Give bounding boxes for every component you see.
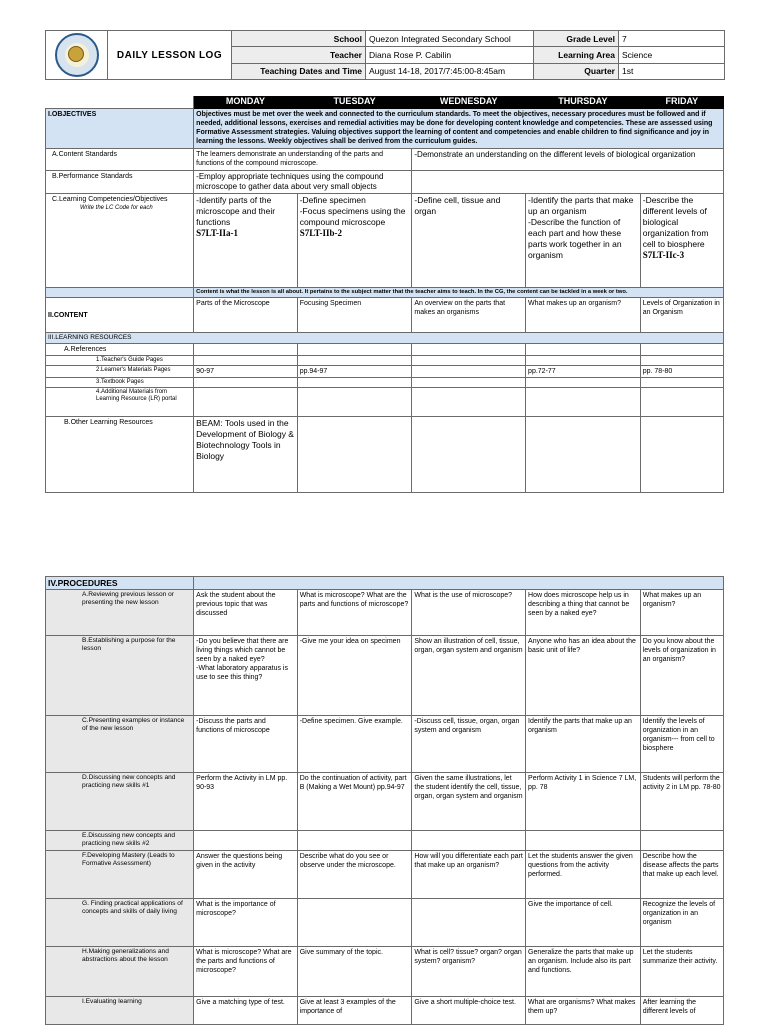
dates-label: Teaching Dates and Time <box>232 63 366 79</box>
procedure-i-monday: Give a matching type of test. <box>194 997 298 1025</box>
procedure-b-wednesday: Show an illustration of cell, tissue, organ, organ system and organism <box>412 636 526 716</box>
procedure-f-thursday: Let the students answer the given questions from the activity performed. <box>526 851 641 899</box>
lm-thursday: pp.72-77 <box>526 366 641 378</box>
page-title: DAILY LESSON LOG <box>108 31 232 80</box>
procedure-i-thursday: What are organisms? What makes them up? <box>526 997 641 1025</box>
lm-tuesday: pp.94-97 <box>297 366 412 378</box>
header-table <box>45 30 725 80</box>
procedure-a-friday: What makes up an organism? <box>640 590 723 636</box>
procedure-i-tuesday: Give at least 3 examples of the importance of <box>297 997 412 1025</box>
procedures-table <box>45 576 724 1025</box>
procedure-c-wednesday: -Discuss cell, tissue, organ, organ system and organism <box>412 716 526 773</box>
procedure-d-friday: Students will perform the activity 2 in LM pp. 78-80 <box>640 773 723 831</box>
procedure-d-tuesday: Do the continuation of activity, part B (Making a Wet Mount) pp.94-97 <box>297 773 412 831</box>
performance-standards-label: B.Performance Standards <box>46 171 194 194</box>
quarter-label: Quarter <box>534 63 619 79</box>
procedure-c-tuesday: -Define specimen. Give example. <box>297 716 412 773</box>
procedure-f-tuesday: Describe what do you see or observe under the microscope. <box>297 851 412 899</box>
additional-materials-label: 4.Additional Materials from Learning Resource (LR) portal <box>46 388 194 417</box>
other-resources-label: B.Other Learning Resources <box>46 417 194 493</box>
procedure-b-tuesday: -Give me your idea on specimen <box>297 636 412 716</box>
day-thursday: THURSDAY <box>526 97 641 109</box>
teacher-label: Teacher <box>232 47 366 63</box>
procedures-label: IV.PROCEDURES <box>46 577 194 590</box>
procedure-label-h: H.Making generalizations and abstractions about the lesson <box>46 947 194 997</box>
seal-icon <box>55 33 99 77</box>
day-monday: MONDAY <box>194 97 298 109</box>
procedure-label-d: D.Discussing new concepts and practicing new skills #1 <box>46 773 194 831</box>
procedure-h-thursday: Generalize the parts that make up an organism. Include also its part and functions. <box>526 947 641 997</box>
performance-standards-value: -Employ appropriate techniques using the compound microscope to gather data about very small objects <box>194 171 412 194</box>
competency-monday: -Identify parts of the microscope and their functions S7LT-IIa-1 <box>194 194 298 288</box>
procedure-d-thursday: Perform Activity 1 in Science 7 LM, pp. 78 <box>526 773 641 831</box>
competency-friday: -Describe the different levels of biological organization from cell to biosphere S7LT-IIc-3 <box>640 194 723 288</box>
procedure-f-wednesday: How will you differentiate each part that make up an organism? <box>412 851 526 899</box>
competency-tuesday: -Define specimen -Focus specimens using the compound microscope S7LT-IIb-2 <box>297 194 412 288</box>
procedure-b-friday: Do you know about the levels of organization in an organism? <box>640 636 723 716</box>
lc-code-tuesday: S7LT-IIb-2 <box>299 228 343 238</box>
competency-thursday: -Identify the parts that make up an organism -Describe the function of each part and how these parts work together in an organism <box>526 194 641 288</box>
learning-resources-label: III.LEARNING RESOURCES <box>46 333 724 344</box>
content-standards-label: A.Content Standards <box>46 149 194 171</box>
lc-code-monday: S7LT-IIa-1 <box>196 228 239 238</box>
content-friday: Levels of Organization in an Organism <box>640 298 723 333</box>
competencies-note: Write the LC Code for each <box>80 205 153 211</box>
dates-value: August 14-18, 2017/7:45:00-8:45am <box>366 63 534 79</box>
competency-wednesday: -Define cell, tissue and organ <box>412 194 526 288</box>
content-tuesday: Focusing Specimen <box>297 298 412 333</box>
procedure-d-monday: Perform the Activity in LM pp. 90-93 <box>194 773 298 831</box>
procedure-g-friday: Recognize the levels of organization in an organism <box>640 899 723 947</box>
procedure-i-wednesday: Give a short multiple-choice test. <box>412 997 526 1025</box>
procedure-label-b: B.Establishing a purpose for the lesson <box>46 636 194 716</box>
procedure-d-wednesday: Given the same illustrations, let the student identify the cell, tissue, organ, organ system and organism <box>412 773 526 831</box>
procedure-h-tuesday: Give summary of the topic. <box>297 947 412 997</box>
procedure-a-tuesday: What is microscope? What are the parts and functions of microscope? <box>297 590 412 636</box>
content-label: II.CONTENT <box>46 298 194 333</box>
area-label: Learning Area <box>534 47 619 63</box>
procedure-label-i: I.Evaluating learning <box>46 997 194 1025</box>
procedure-f-monday: Answer the questions being given in the activity <box>194 851 298 899</box>
lm-friday: pp. 78-80 <box>640 366 723 378</box>
day-friday: FRIDAY <box>640 97 723 109</box>
content-standards-2: -Demonstrate an understanding on the different levels of biological organization <box>412 149 724 171</box>
procedure-label-c: C.Presenting examples or instance of the new lesson <box>46 716 194 773</box>
procedure-i-friday: After learning the different levels of <box>640 997 723 1025</box>
area-value: Science <box>619 47 725 63</box>
grade-label: Grade Level <box>534 31 619 47</box>
day-tuesday: TUESDAY <box>297 97 412 109</box>
objectives-label: I.OBJECTIVES <box>46 109 194 149</box>
day-header-row <box>46 97 724 109</box>
procedure-h-friday: Let the students summarize their activity. <box>640 947 723 997</box>
teacher-value: Diana Rose P. Cabilin <box>366 47 534 63</box>
lm-monday: 90-97 <box>194 366 298 378</box>
procedure-f-friday: Describe how the disease affects the parts that make up each level. <box>640 851 723 899</box>
procedure-b-thursday: Anyone who has an idea about the basic unit of life? <box>526 636 641 716</box>
content-wednesday: An overview on the parts that makes an organisms <box>412 298 526 333</box>
content-monday: Parts of the Microscope <box>194 298 298 333</box>
procedure-label-g: G. Finding practical applications of concepts and skills of daily living <box>46 899 194 947</box>
objectives-description: Objectives must be met over the week and connected to the curriculum standards. To meet the objectives, necessary procedures must be followed and if needed, additional lessons, exercises and remedial activities may be done for developing content knowledge and competencies. These are assessed using Formative Assessment strategies. Valuing objectives support the learning of content and competencies and enable children to find significance and joy in learning the lessons. Weekly objectives shall be derived from the curriculum guides. <box>194 109 724 149</box>
day-wednesday: WEDNESDAY <box>412 97 526 109</box>
teachers-guide-label: 1.Teacher's Guide Pages <box>46 356 194 366</box>
other-resources-monday: BEAM: Tools used in the Development of Biology & Biotechnology Tools in Biology <box>194 417 298 493</box>
content-thursday: What makes up an organism? <box>526 298 641 333</box>
procedure-a-wednesday: What is the use of microscope? <box>412 590 526 636</box>
procedure-g-thursday: Give the importance of cell. <box>526 899 641 947</box>
procedure-a-thursday: How does microscope help us in describing a thing that cannot be seen by a naked eye? <box>526 590 641 636</box>
procedure-label-e: E.Discussing new concepts and practicing new skills #2 <box>46 831 194 851</box>
deped-seal <box>46 31 108 80</box>
procedure-h-wednesday: What is cell? tissue? organ? organ system? organism? <box>412 947 526 997</box>
procedure-c-thursday: Identify the parts that make up an organism <box>526 716 641 773</box>
procedure-a-monday: Ask the student about the previous topic that was discussed <box>194 590 298 636</box>
procedure-label-a: A.Reviewing previous lesson or presenting the new lesson <box>46 590 194 636</box>
procedure-c-friday: Identify the levels of organization in an organism--- from cell to biosphere <box>640 716 723 773</box>
procedure-h-monday: What is microscope? What are the parts and functions of microscope? <box>194 947 298 997</box>
quarter-value: 1st <box>619 63 725 79</box>
learners-materials-label: 2.Learner's Materials Pages <box>46 366 194 378</box>
content-description: Content is what the lesson is all about. It pertains to the subject matter that the teacher aims to teach. In the CG, the content can be tackled in a week or two. <box>194 288 724 298</box>
competencies-title: C.Learning Competencies/Objectives <box>52 196 168 203</box>
grade-value: 7 <box>619 31 725 47</box>
procedure-c-monday: -Discuss the parts and functions of microscope <box>194 716 298 773</box>
content-standards-1: The learners demonstrate an understanding of the parts and functions of the compound microscope. <box>194 149 412 171</box>
school-label: School <box>232 31 366 47</box>
procedure-label-f: F.Developing Mastery (Leads to Formative Assessment) <box>46 851 194 899</box>
procedure-b-monday: -Do you believe that there are living things which cannot be seen by a naked eye? -What laboratory apparatus is use to see this thing? <box>194 636 298 716</box>
objectives-table <box>45 96 724 493</box>
references-label: A.References <box>46 344 194 356</box>
textbook-label: 3.Textbook Pages <box>46 378 194 388</box>
lc-code-friday: S7LT-IIc-3 <box>642 250 685 260</box>
competencies-label <box>46 194 194 288</box>
school-value: Quezon Integrated Secondary School <box>366 31 534 47</box>
procedure-g-monday: What is the importance of microscope? <box>194 899 298 947</box>
